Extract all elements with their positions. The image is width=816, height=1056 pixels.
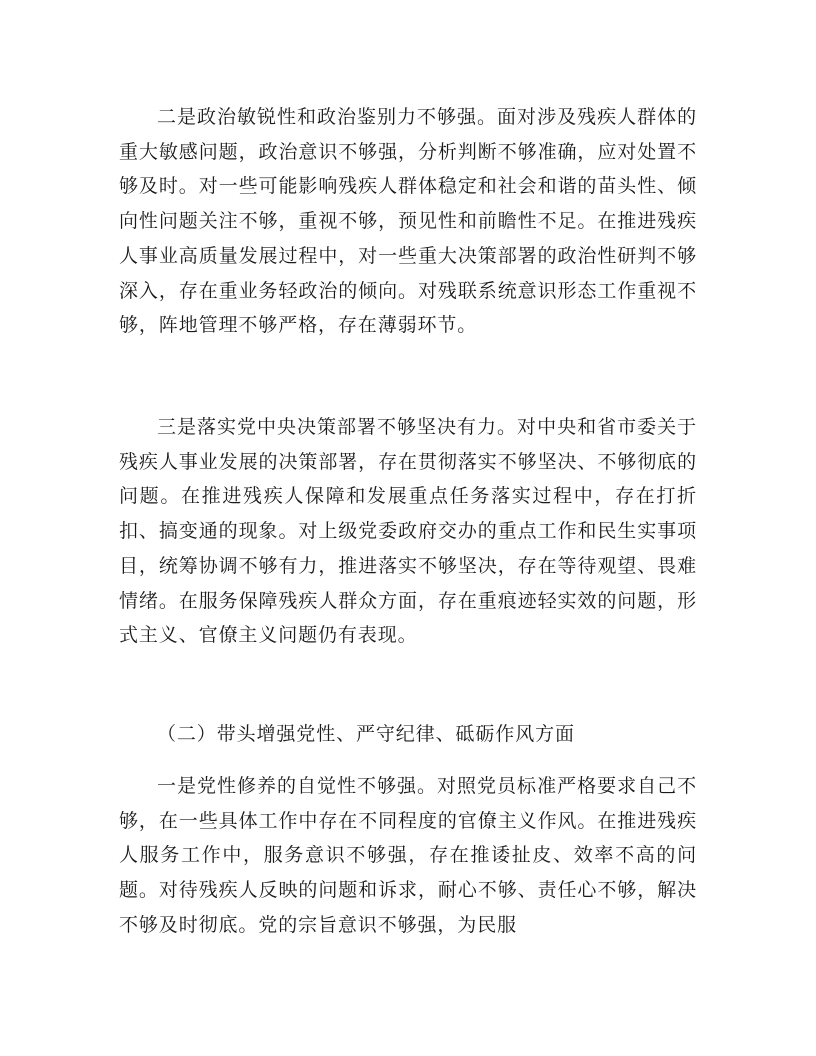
section-heading: （二）带头增强党性、严守纪律、砥砺作风方面 xyxy=(157,723,575,745)
paragraph-political-sensitivity: 二是政治敏锐性和政治鉴别力不够强。面对涉及残疾人群体的重大敏感问题，政治意识不够强，分析判断不够准确，应对处置不够及时。对一些可能影响残疾人群体稳定和社会和谐的苗头性、倾向性问题关注不够，重视不够，预见性和前瞻性不足。在推进残疾人事业高质量发展过程中，对一些重大决策部署的政治性研判不够深入，存在重业务轻政治的倾向。对残联系统意识形态工作重视不够，阵地管理不够严格，存在薄弱环节。 xyxy=(119,106,697,337)
paragraph-implementation: 三是落实党中央决策部署不够坚决有力。对中央和省市委关于残疾人事业发展的决策部署，存在贯彻落实不够坚决、不够彻底的问题。在推进残疾人保障和发展重点任务落实过程中，存在打折扣、搞变通的现象。对上级党委政府交办的重点工作和民生实事项目，统筹协调不够有力，推进落实不够坚决，存在等待观望、畏难情绪。在服务保障残疾人群众方面，存在重痕迹轻实效的问题，形式主义、官僚主义问题仍有表现。 xyxy=(119,416,697,647)
paragraph-party-spirit: 一是党性修养的自觉性不够强。对照党员标准严格要求自己不够，在一些具体工作中存在不同程度的官僚主义作风。在推进残疾人服务工作中，服务意识不够强，存在推诿扯皮、效率不高的问题。对待残疾人反映的问题和诉求，耐心不够、责任心不够，解决不够及时彻底。党的宗旨意识不够强，为民服 xyxy=(119,775,697,936)
